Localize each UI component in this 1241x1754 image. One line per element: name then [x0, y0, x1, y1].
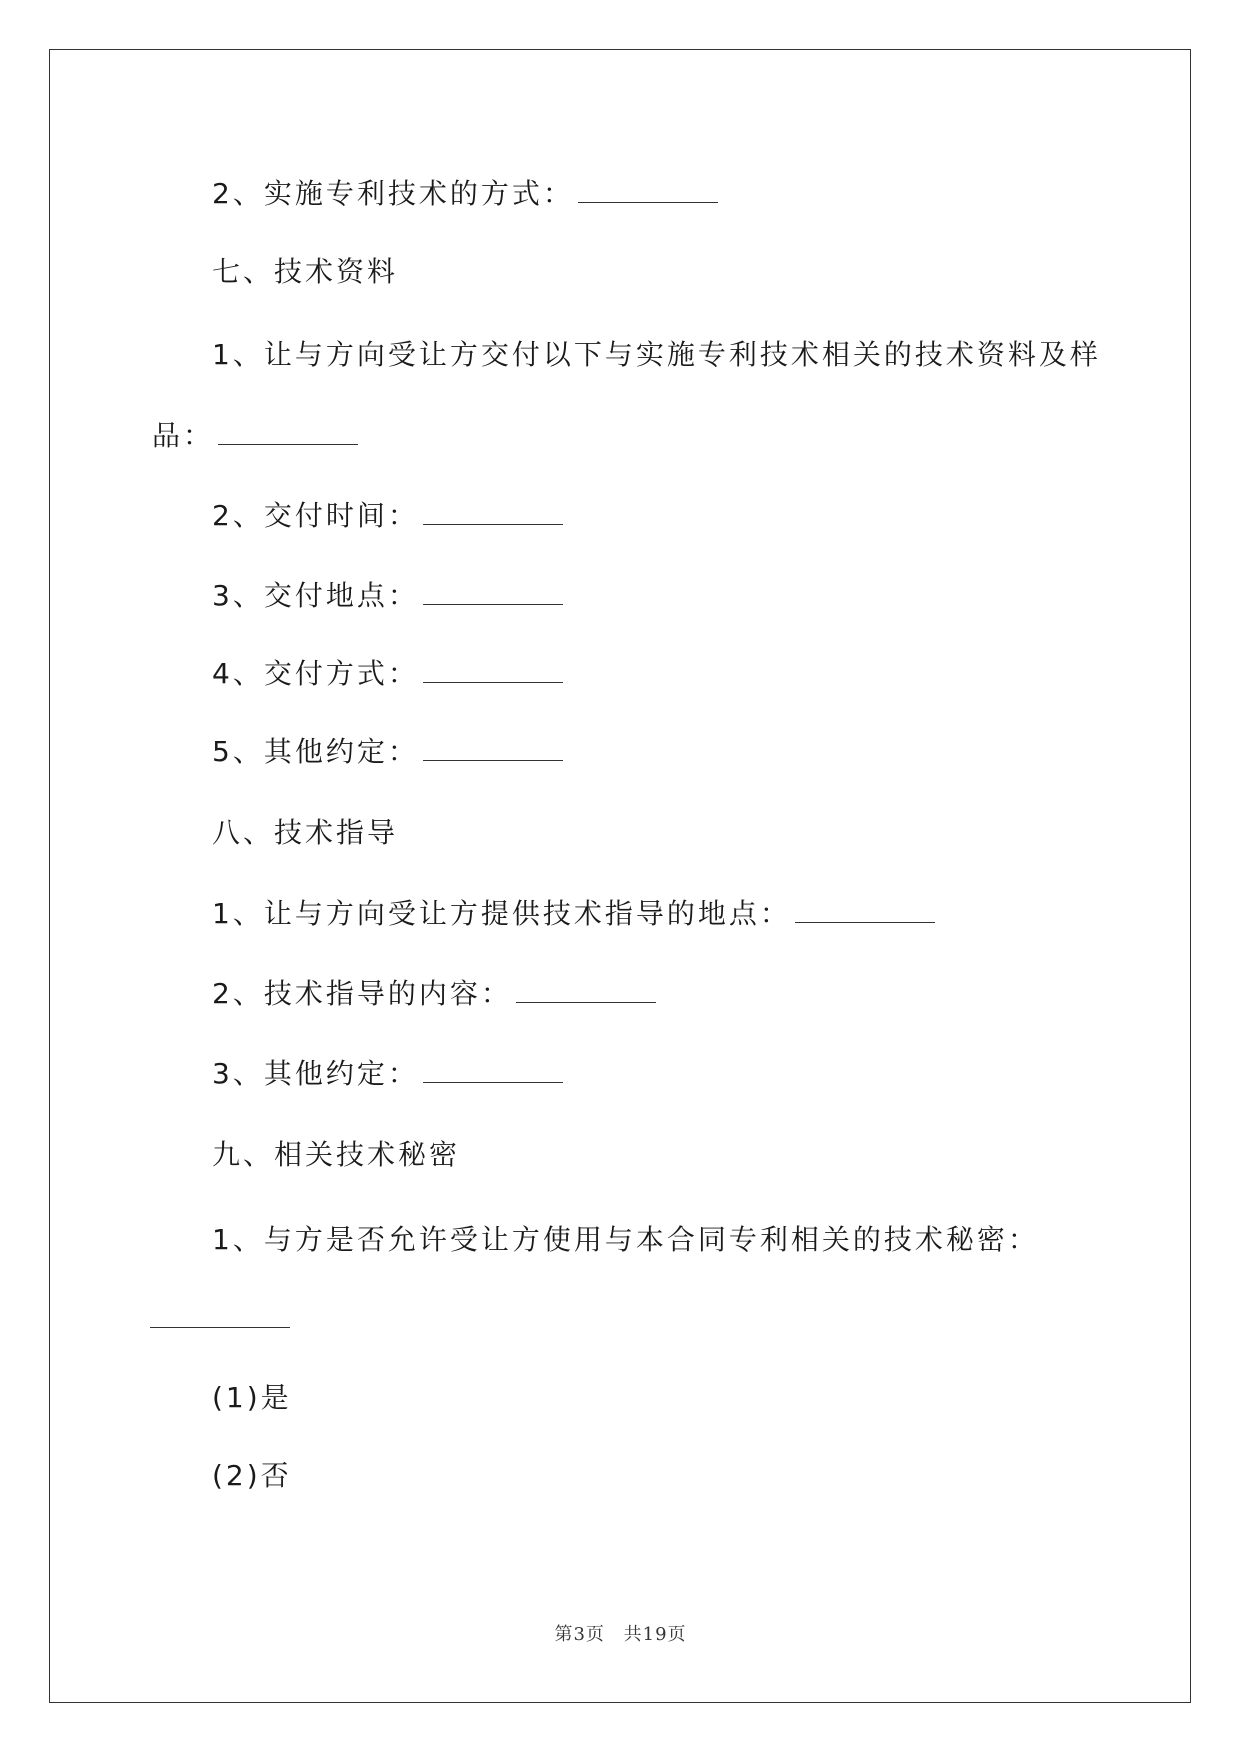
fill-in-blank[interactable]: [218, 422, 358, 445]
item-text: 3、交付地点：: [212, 579, 419, 612]
item-text: 1、让与方向受让方提供技术指导的地点：: [212, 897, 791, 930]
fill-in-blank[interactable]: [423, 502, 563, 525]
option-text: (2)否: [212, 1459, 292, 1492]
item-text: 3、其他约定：: [212, 1057, 419, 1090]
item-text: 2、技术指导的内容：: [212, 977, 512, 1010]
fill-in-blank[interactable]: [423, 1060, 563, 1083]
item-text: 2、交付时间：: [212, 499, 419, 532]
fill-in-blank[interactable]: [423, 582, 563, 605]
section-heading-technical-documents: [212, 254, 398, 290]
item-text: 品：: [152, 419, 215, 452]
option-text: (1)是: [212, 1381, 292, 1414]
item-delivery-method: [212, 656, 563, 692]
heading-text: 九、相关技术秘密: [212, 1138, 461, 1171]
page-footer: [0, 1620, 1241, 1646]
fill-in-blank[interactable]: [150, 1305, 290, 1328]
item-text: 1、让与方向受让方交付以下与实施专利技术相关的技术资料及样: [212, 338, 1101, 371]
item-guidance-place: [212, 896, 935, 932]
fill-in-blank[interactable]: [516, 980, 656, 1003]
heading-text: 七、技术资料: [212, 255, 399, 288]
option-no: [212, 1458, 292, 1494]
fill-in-blank[interactable]: [423, 660, 563, 683]
item-text: 2、实施专利技术的方式：: [212, 177, 574, 210]
page-border: [49, 49, 1191, 1703]
item-text: 1、与方是否允许受让方使用与本合同专利相关的技术秘密：: [212, 1223, 1039, 1256]
section-heading-technical-secrets: [212, 1137, 460, 1173]
item-text: 5、其他约定：: [212, 735, 419, 768]
item-text: 4、交付方式：: [212, 657, 419, 690]
item-delivery-documents: [212, 337, 1101, 373]
item-other-agreements-1: [212, 734, 563, 770]
option-yes: [212, 1380, 292, 1416]
page-number: 第3页: [554, 1624, 605, 1645]
item-secret-permission: [212, 1222, 1039, 1258]
fill-in-blank[interactable]: [423, 738, 563, 761]
total-pages: 共19页: [623, 1624, 687, 1645]
item-delivery-place: [212, 578, 563, 614]
section-heading-technical-guidance: [212, 815, 398, 851]
item-delivery-documents-continued: [152, 418, 358, 454]
fill-in-blank[interactable]: [795, 900, 935, 923]
item-implementation-method: [212, 176, 718, 212]
item-guidance-content: [212, 976, 656, 1012]
item-delivery-time: [212, 498, 563, 534]
fill-in-blank[interactable]: [578, 180, 718, 203]
heading-text: 八、技术指导: [212, 816, 399, 849]
item-other-agreements-2: [212, 1056, 563, 1092]
